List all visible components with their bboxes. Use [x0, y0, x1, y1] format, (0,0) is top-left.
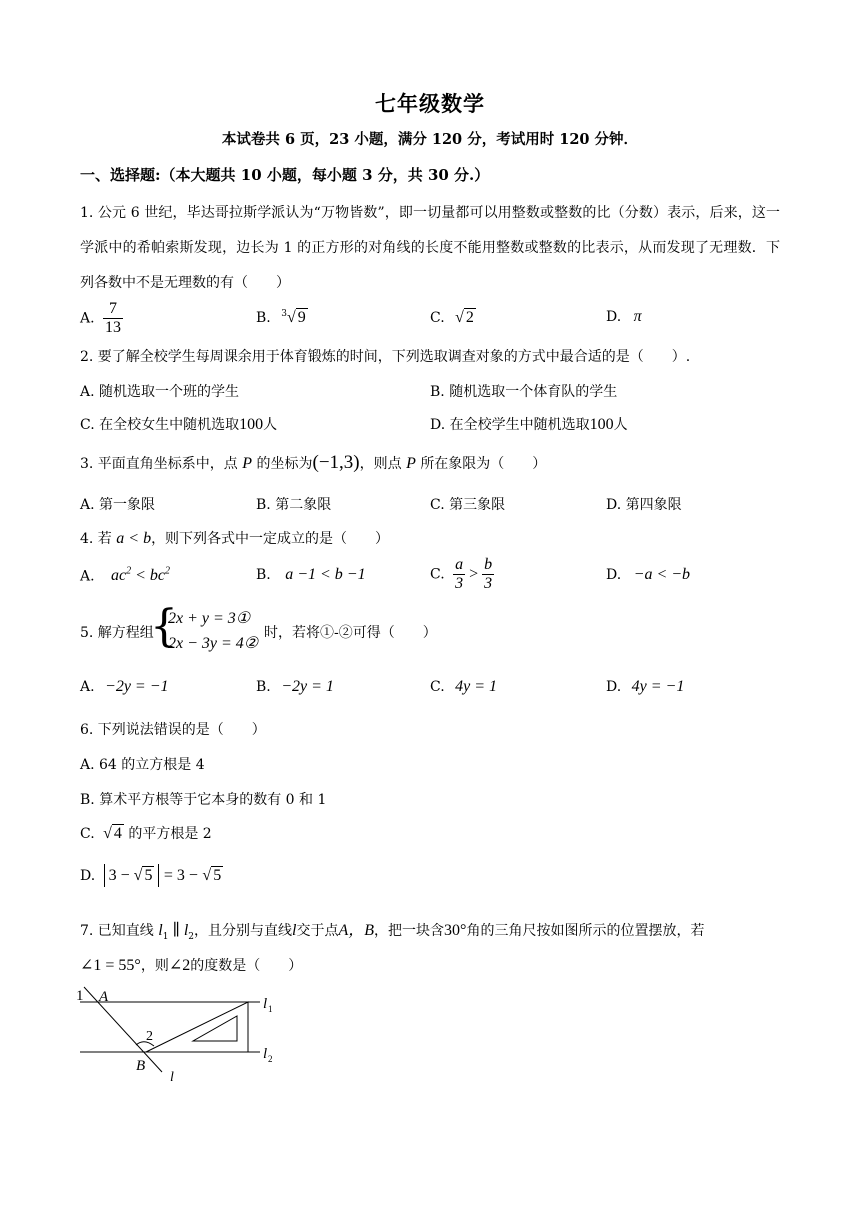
section-heading: 一、选择题:（本大题共 10 小题，每小题 3 分，共 30 分.）: [80, 166, 490, 184]
q1-option-d: D. π: [606, 308, 642, 325]
label-point-a: A: [99, 989, 109, 1005]
q2-option-c: C. 在全校女生中随机选取100人: [80, 416, 278, 433]
q2-option-d: D. 在全校学生中随机选取100人: [430, 416, 628, 433]
q1-option-c: C. √ 2: [430, 309, 474, 326]
q3-option-d: D. 第四象限: [606, 497, 682, 513]
q6-option-a: A. 64 的立方根是 4: [80, 757, 205, 773]
q6-option-d: D. 3 − √ 5 = 3 − √ 5: [80, 866, 223, 885]
q7-figure: [70, 984, 290, 1089]
q6-option-c: C. √ 4 的平方根是 2: [80, 825, 212, 842]
label-line-l2: l: [263, 1046, 268, 1062]
label-line-l1-sub: 1: [268, 1004, 273, 1014]
q5-option-b: B. −2y = 1: [256, 678, 334, 695]
q3-option-a: A. 第一象限: [80, 497, 156, 513]
question-3-text: 3. 平面直角坐标系中，点 P 的坐标为(−1,3)，则点 P 所在象限为（ ）: [80, 452, 547, 473]
q5-option-a: A. −2y = −1: [80, 678, 169, 695]
q6-option-b: B. 算术平方根等于它本身的数有 0 和 1: [80, 792, 327, 808]
q3-option-c: C. 第三象限: [430, 497, 506, 513]
page-title: 七年级数学: [375, 91, 485, 116]
exam-info: 本试卷共 6 页，23 小题，满分 120 分，考试用时 120 分钟．: [221, 131, 639, 148]
exam-page: 七年级数学 本试卷共 6 页，23 小题，满分 120 分，考试用时 120 分钟． 一、选择题:（本大题共 10 小题，每小题 3 分，共 30 分.） 1. 公元 6 世纪，毕达哥拉斯学派认为“万物皆数”，即一切量都可以用整数或整数的比（分数）表示，后来，这一学派中的希帕索斯发现，边长为 1 的正方形的对角线的长度不能用整数或整数的比表示，从而发现了无理数．下列各数中不是无理数的有（ ） A. $\frac{7}{13}$ B. $^3$√ 9 C. √ 2 D. π 2. 要了解全校学生每周课余用于体育锻炼的时间，下列选取调查对象的方式中最合适的是（ ）. A. 随机选取一个班的学生 B. 随机选取一个体育队的学生 C. 在全校女生中随机选取100人 D. 在全校学生中随机选取100人 3. 平面直角坐标系中，点 P 的坐标为(−1,3)，则点 P 所在象限为（ ） A. 第一象限 B. 第二象限 C. 第三象限 D. 第四象限 4. 若 a < b，则下列各式中一定成立的是（ ） A. $ac^2 < bc^2$ B. a −1 < b −1 C. $\frac{a}{3}$ > $\frac{b}{3}$ D. −a < −b 5. 解方程组 { 2x + y = 3① 2x − 3y = 4② 时，若将①-②可得（ ） A. −2y = −1 B. −2y = 1 C. 4y = 1 D. 4y = −1 6. 下列说法错误的是（ ） A. 64 的立方根是 4 B. 算术平方根等于它本身的数有 0 和 1 C. √ 4 的平方根是 2 D. 3 − √ 5 = 3 − √ 5 7. 已知直线 $l_1$ ∥ $l_2$，且分别与直线l交于点A，B，把一块含30°角的三角尺按如图所示的位置摆放，若 ∠1 = 55°，则∠2的度数是（ ） 1 A 2 B l l 1 l 2: [0, 0, 860, 1216]
system-brace: {: [150, 601, 178, 652]
q5-option-c: C. 4y = 1: [430, 678, 498, 695]
triangle-ruler: [146, 1002, 248, 1052]
q4-option-a: A. $ac^2 < bc^2$: [80, 566, 171, 585]
absolute-value: 3 − √ 5: [104, 864, 160, 887]
question-1-text: 1. 公元 6 世纪，毕达哥拉斯学派认为“万物皆数”，即一切量都可以用整数或整数的比（分数）表示，后来，这一学派中的希帕索斯发现，边长为 1 的正方形的对角线的长度不能用整数或整数的比表示，从而发现了无理数．下列各数中不是无理数的有（ ）: [80, 205, 780, 291]
triangle-ruler-inner: [193, 1016, 237, 1041]
question-7-line-1: 7. 已知直线 $l_1$ ∥ $l_2$，且分别与直线l交于点A，B，把一块含30°角的三角尺按如图所示的位置摆放，若: [80, 922, 705, 942]
q1-option-a: A. $\frac{7}{13}$: [80, 300, 122, 336]
question-2-text: 2. 要了解全校学生每周课余用于体育锻炼的时间，下列选取调查对象的方式中最合适的是（ ）.: [80, 349, 691, 365]
fraction: $\frac{b}{3}$: [484, 556, 493, 592]
q4-option-d: D. −a < −b: [606, 566, 691, 583]
label-point-b: B: [136, 1058, 146, 1074]
q2-option-a: A. 随机选取一个班的学生: [80, 384, 240, 400]
label-angle-2: 2: [146, 1029, 153, 1044]
question-7-line-2: ∠1 = 55°，则∠2的度数是（ ）: [80, 957, 303, 974]
q3-option-b: B. 第二象限: [256, 497, 332, 513]
question-4-text: 4. 若 a < b，则下列各式中一定成立的是（ ）: [80, 530, 390, 547]
fraction: $\frac{7}{13}$: [105, 300, 122, 336]
label-line-l2-sub: 2: [268, 1054, 273, 1064]
q2-option-b: B. 随机选取一个体育队的学生: [430, 384, 618, 400]
label-angle-1: 1: [76, 988, 84, 1004]
fraction: $\frac{a}{3}$: [455, 556, 464, 592]
q1-option-b: B. $^3$√ 9: [256, 309, 306, 326]
label-line-l1: l: [263, 996, 268, 1012]
q5-option-d: D. 4y = −1: [606, 678, 685, 695]
q4-option-c: C. $\frac{a}{3}$ > $\frac{b}{3}$: [430, 556, 493, 592]
question-6-text: 6. 下列说法错误的是（ ）: [80, 722, 266, 738]
label-line-l: l: [170, 1070, 174, 1085]
q4-option-b: B. a −1 < b −1: [256, 566, 366, 583]
